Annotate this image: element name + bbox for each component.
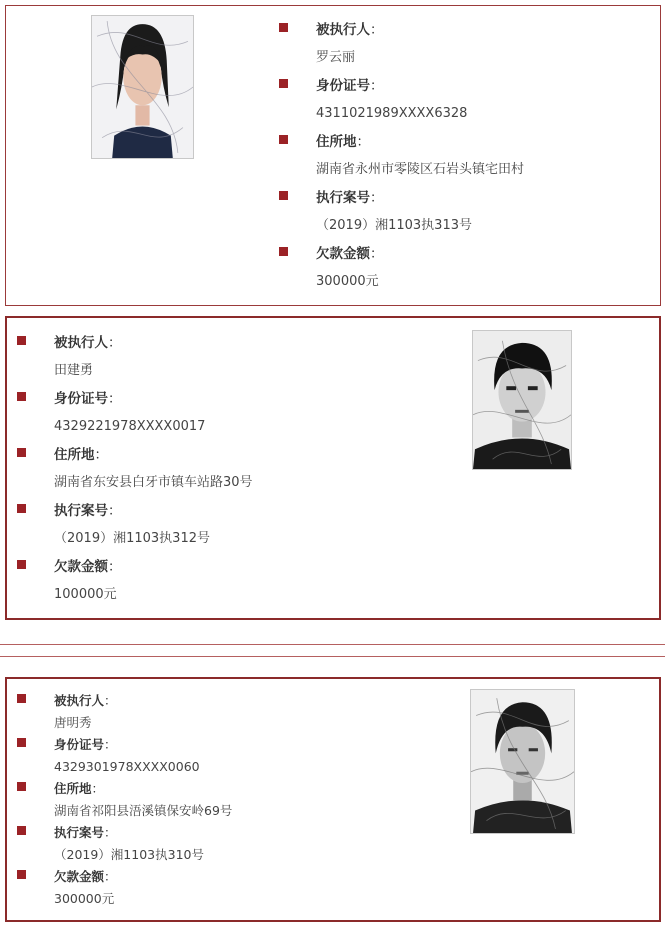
bullet-icon [279,191,288,200]
address: 湖南省东安县白牙市镇车站路30号 [54,475,253,490]
case-number: （2019）湘1103执312号 [54,531,210,546]
debtor-name: 唐明秀 [54,715,92,730]
address: 湖南省祁阳县浯溪镇保安岭69号 [54,803,233,818]
divider [0,644,665,645]
bullet-icon [17,448,26,457]
bullet-icon [17,738,26,747]
bullet-icon [17,504,26,513]
debt-amount: 300000元 [316,274,379,289]
debt-amount: 100000元 [54,587,117,602]
id-number: 4329301978XXXX0060 [54,759,200,774]
divider [0,656,665,657]
bullet-icon [279,135,288,144]
bullet-icon [17,560,26,569]
bullet-icon [17,870,26,879]
bullet-icon [17,782,26,791]
debtor-photo-3 [470,689,575,834]
id-number: 4329221978XXXX0017 [54,419,206,434]
id-number: 4311021989XXXX6328 [316,106,468,121]
debtor-name: 罗云丽 [316,50,356,65]
address: 湖南省永州市零陵区石岩头镇宅田村 [316,162,525,177]
debtor-name: 田建勇 [54,363,94,378]
bullet-icon [17,336,26,345]
bullet-icon [279,247,288,256]
bullet-icon [17,826,26,835]
debtor-photo-1 [91,15,194,159]
bullet-icon [279,23,288,32]
debt-amount: 300000元 [54,891,115,906]
bullet-icon [17,392,26,401]
bullet-icon [279,79,288,88]
case-number: （2019）湘1103执313号 [316,218,472,233]
case-number: （2019）湘1103执310号 [54,847,204,862]
debtor-photo-2 [472,330,572,470]
bullet-icon [17,694,26,703]
